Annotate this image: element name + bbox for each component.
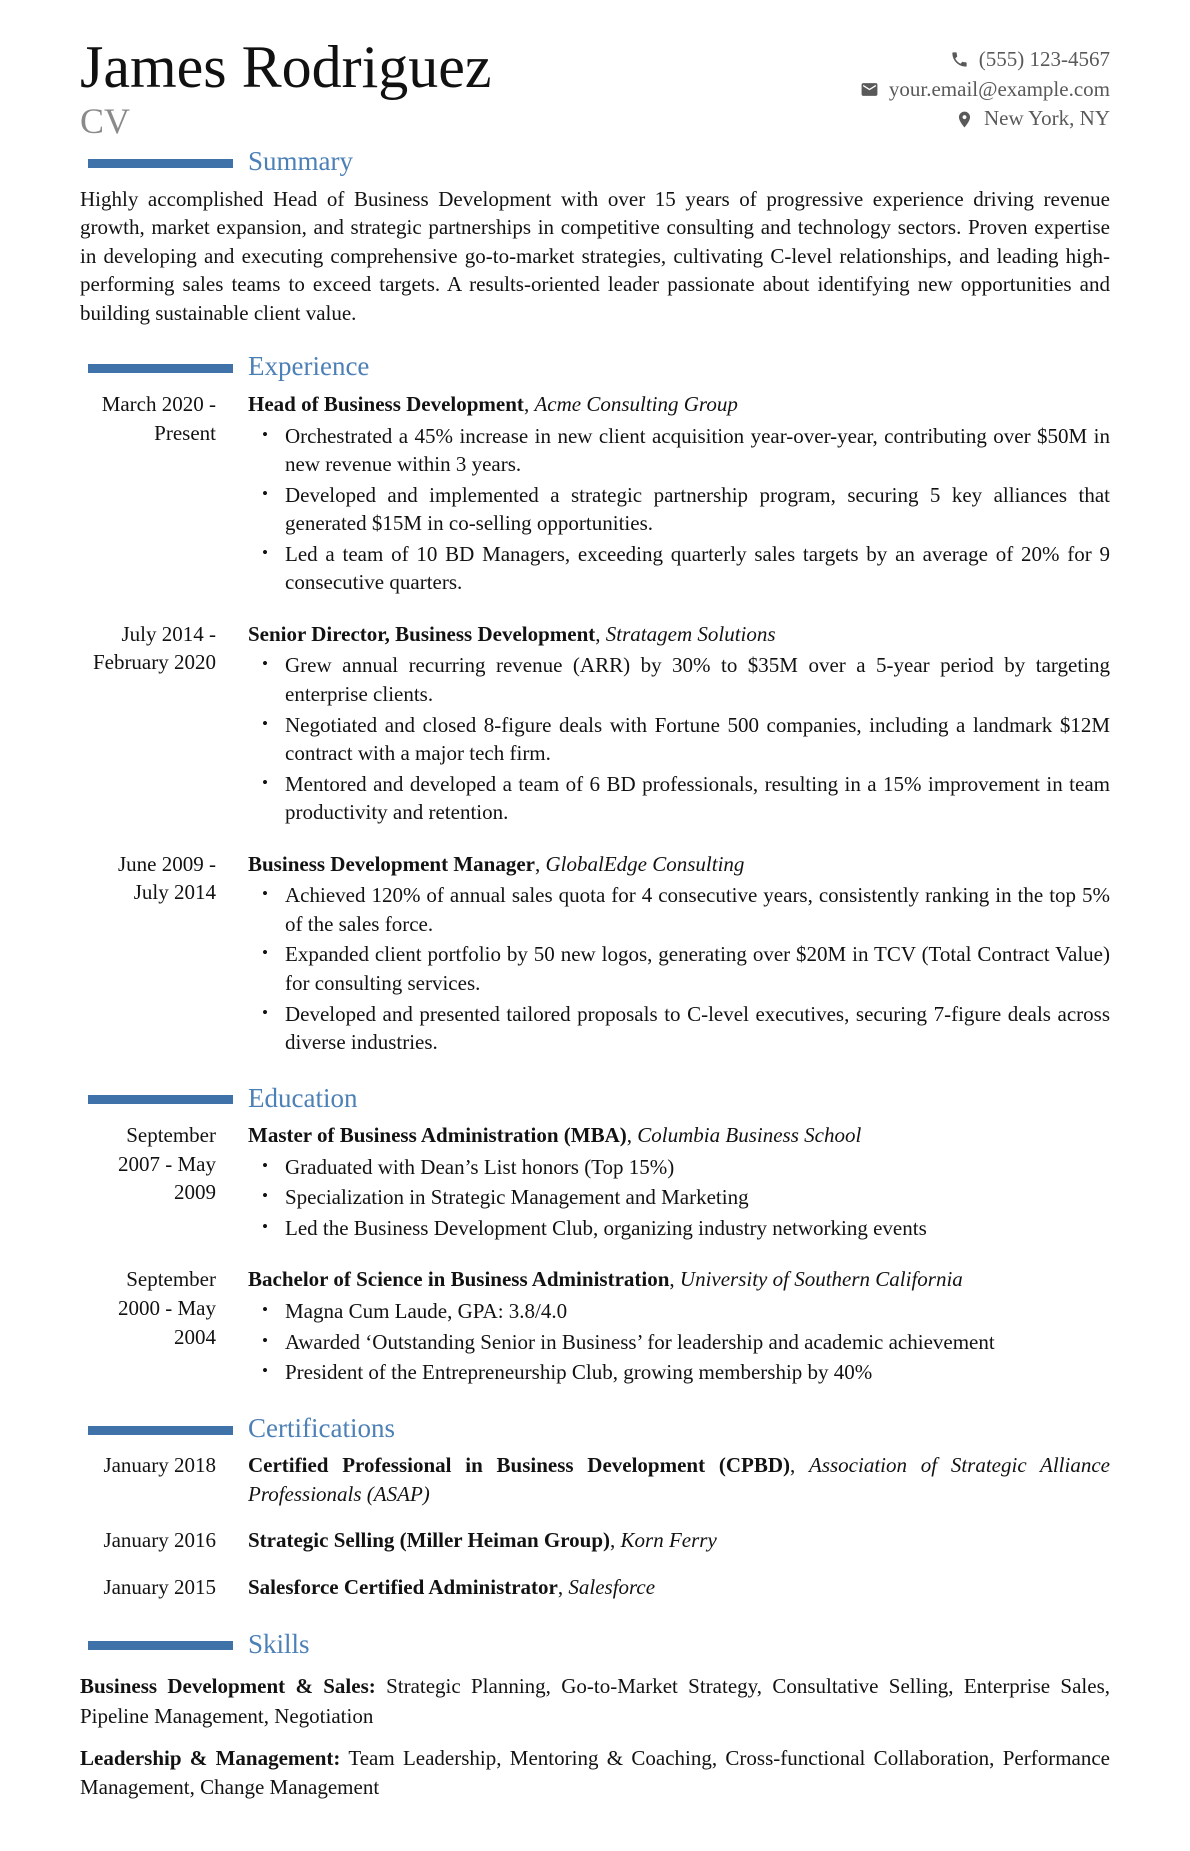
email-icon	[860, 80, 879, 99]
entry-dates: September 2007 - May 2009	[118, 1123, 216, 1205]
entry-dates: March 2020 - Present	[101, 392, 216, 445]
experience-entry	[80, 850, 1110, 1059]
entry-dates: June 2009 - July 2014	[118, 851, 216, 905]
organization: GlobalEdge Consulting	[545, 851, 745, 876]
school: University of Southern California	[679, 1267, 963, 1292]
education-entry	[80, 1121, 1110, 1244]
entry-content	[248, 1573, 1110, 1605]
contact-location	[860, 105, 1110, 133]
school: Columbia Business School	[637, 1123, 862, 1148]
certification-title: Strategic Selling (Miller Heiman Group)	[248, 1528, 611, 1553]
header	[80, 36, 1110, 139]
issuer: Association of Strategic Alliance Professionals (ASAP)	[248, 1453, 1110, 1506]
entry-title-line	[248, 1451, 1110, 1508]
job-title: Business Development Manager	[248, 851, 535, 876]
bullet-item: • Led a team of 10 BD Managers, exceeding quarterly sales targets by an average of 20% for 9 consecutive quarters.	[248, 540, 1110, 597]
title-separator: ,	[535, 851, 546, 876]
location-icon	[955, 110, 974, 129]
entry-dates: January 2018	[103, 1453, 216, 1478]
section-rule	[88, 159, 233, 168]
experience-entry	[80, 390, 1110, 599]
job-title: Head of Business Development	[248, 392, 524, 417]
entry-dates: July 2014 - February 2020	[92, 621, 216, 675]
title-separator: ,	[557, 1574, 569, 1599]
title-separator: ,	[790, 1453, 809, 1478]
entry-title-line	[248, 620, 1110, 649]
section-title-education: Education	[248, 1082, 358, 1113]
entry-content	[248, 1451, 1110, 1511]
entry-dates: September 2000 - May 2004	[118, 1267, 216, 1349]
skills-group	[80, 1672, 1110, 1731]
section-heading-skills	[80, 1630, 1110, 1660]
entry-title-line	[248, 1121, 1110, 1150]
cv-subtitle: CV	[80, 101, 131, 141]
degree-title: Bachelor of Science in Business Administration	[248, 1267, 670, 1292]
title-separator: ,	[595, 621, 606, 646]
degree-title: Master of Business Administration (MBA)	[248, 1123, 627, 1148]
certification-entry	[80, 1573, 1110, 1605]
bullet-item: • Specialization in Strategic Management and Marketing	[248, 1183, 1110, 1212]
bullet-item: • Grew annual recurring revenue (ARR) by 30% to $35M over a 5-year period by targeting enterprise clients.	[248, 651, 1110, 708]
bullet-item: • Graduated with Dean’s List honors (Top 15%)	[248, 1153, 1110, 1182]
contact-email	[860, 76, 1110, 104]
section-rule	[88, 1095, 233, 1104]
title-separator: ,	[523, 392, 535, 417]
certification-entry	[80, 1526, 1110, 1558]
entry-content	[248, 1121, 1110, 1244]
person-name: James Rodriguez	[80, 34, 492, 100]
section-title-experience: Experience	[248, 351, 370, 382]
bullet-list	[248, 1297, 1110, 1387]
entry-title-line	[248, 850, 1110, 879]
summary-text: Highly accomplished Head of Business Development with over 15 years of progressive experience driving revenue growth, market expansion, and strategic partnerships in competitive consulting and technology sectors. Proven expertise in developing and executing comprehensive go-to-market strategies, cultivating C-level relationships, and leading high-performing sales teams to exceed targets. A results-oriented leader passionate about identifying new opportunities and building sustainable client value.	[80, 186, 1110, 325]
job-title: Senior Director, Business Development	[248, 621, 596, 646]
certification-title: Certified Professional in Business Development (CPBD)	[248, 1453, 790, 1478]
bullet-item: • Orchestrated a 45% increase in new client acquisition year-over-year, contributing over $50M in new revenue within 3 years.	[248, 422, 1110, 479]
section-title-certifications: Certifications	[248, 1412, 395, 1443]
skills-group-text: Strategic Planning, Go-to-Market Strategy, Consultative Selling, Enterprise Sales, Pipeline Management, Negotiation	[80, 1674, 1111, 1728]
email-address: your.email@example.com	[888, 76, 1110, 101]
certification-title: Salesforce Certified Administrator	[248, 1574, 558, 1599]
bullet-item: • Expanded client portfolio by 50 new logos, generating over $20M in TCV (Total Contract Value) for consulting services.	[248, 940, 1110, 997]
section-heading-certifications	[80, 1414, 1110, 1444]
bullet-item: • Negotiated and closed 8-figure deals with Fortune 500 companies, including a landmark $12M contract with a major tech firm.	[248, 711, 1110, 768]
entry-content	[248, 850, 1110, 1059]
section-rule	[88, 1641, 233, 1650]
title-separator: ,	[610, 1528, 621, 1553]
bullet-item: • Awarded ‘Outstanding Senior in Business’ for leadership and academic achievement	[248, 1328, 1110, 1357]
skills-group-label: Business Development & Sales:	[80, 1674, 376, 1699]
entry-dates: January 2016	[103, 1528, 216, 1553]
entry-title-line	[248, 390, 1110, 419]
bullet-list	[248, 881, 1110, 1056]
bullet-item: • Developed and implemented a strategic partnership program, securing 5 key alliances that generated $15M in co-selling opportunities.	[248, 481, 1110, 538]
section-heading-experience	[80, 352, 1110, 382]
title-separator: ,	[626, 1123, 638, 1148]
experience-entry	[80, 620, 1110, 829]
location-text: New York, NY	[983, 106, 1110, 131]
education-entry	[80, 1265, 1110, 1388]
contact-phone	[860, 46, 1110, 74]
bullet-item: • Achieved 120% of annual sales quota for 4 consecutive years, consistently ranking in the top 5% of the sales force.	[248, 881, 1110, 938]
issuer: Salesforce	[568, 1574, 656, 1599]
certification-entry	[80, 1451, 1110, 1511]
issuer: Korn Ferry	[620, 1528, 717, 1553]
bullet-item: • Developed and presented tailored proposals to C-level executives, securing 7-figure deals across diverse industries.	[248, 1000, 1110, 1057]
bullet-item: • Led the Business Development Club, organizing industry networking events	[248, 1214, 1110, 1243]
skills-group-text: Team Leadership, Mentoring & Coaching, Cross-functional Collaboration, Performance Management, Change Management	[80, 1746, 1110, 1800]
bullet-list	[248, 651, 1110, 826]
entry-content	[248, 620, 1110, 829]
phone-icon	[950, 50, 969, 69]
skills-group-label: Leadership & Management:	[80, 1746, 341, 1770]
section-heading-education	[80, 1084, 1110, 1114]
bullet-list	[248, 422, 1110, 597]
organization: Stratagem Solutions	[605, 621, 776, 646]
section-rule	[88, 1426, 233, 1435]
entry-content	[248, 1265, 1110, 1388]
section-rule	[88, 364, 233, 373]
section-title-summary: Summary	[248, 146, 353, 176]
title-separator: ,	[669, 1267, 680, 1292]
organization: Acme Consulting Group	[534, 392, 738, 417]
phone-number: (555) 123-4567	[978, 47, 1110, 71]
entry-content	[248, 1526, 1110, 1558]
skills-group	[80, 1744, 1110, 1803]
bullet-item: • President of the Entrepreneurship Club, growing membership by 40%	[248, 1358, 1110, 1387]
entry-dates: January 2015	[103, 1574, 216, 1599]
entry-title-line	[248, 1265, 1110, 1294]
contact-block	[860, 46, 1110, 135]
entry-title-line	[248, 1526, 1110, 1555]
section-title-skills: Skills	[248, 1628, 310, 1659]
entry-title-line	[248, 1573, 1110, 1602]
section-heading-summary	[80, 147, 1110, 177]
bullet-list	[248, 1153, 1110, 1243]
bullet-item: • Mentored and developed a team of 6 BD professionals, resulting in a 15% improvement in team productivity and retention.	[248, 770, 1110, 827]
identity-block	[80, 36, 492, 139]
bullet-item: • Magna Cum Laude, GPA: 3.8/4.0	[248, 1297, 1110, 1326]
entry-content	[248, 390, 1110, 599]
